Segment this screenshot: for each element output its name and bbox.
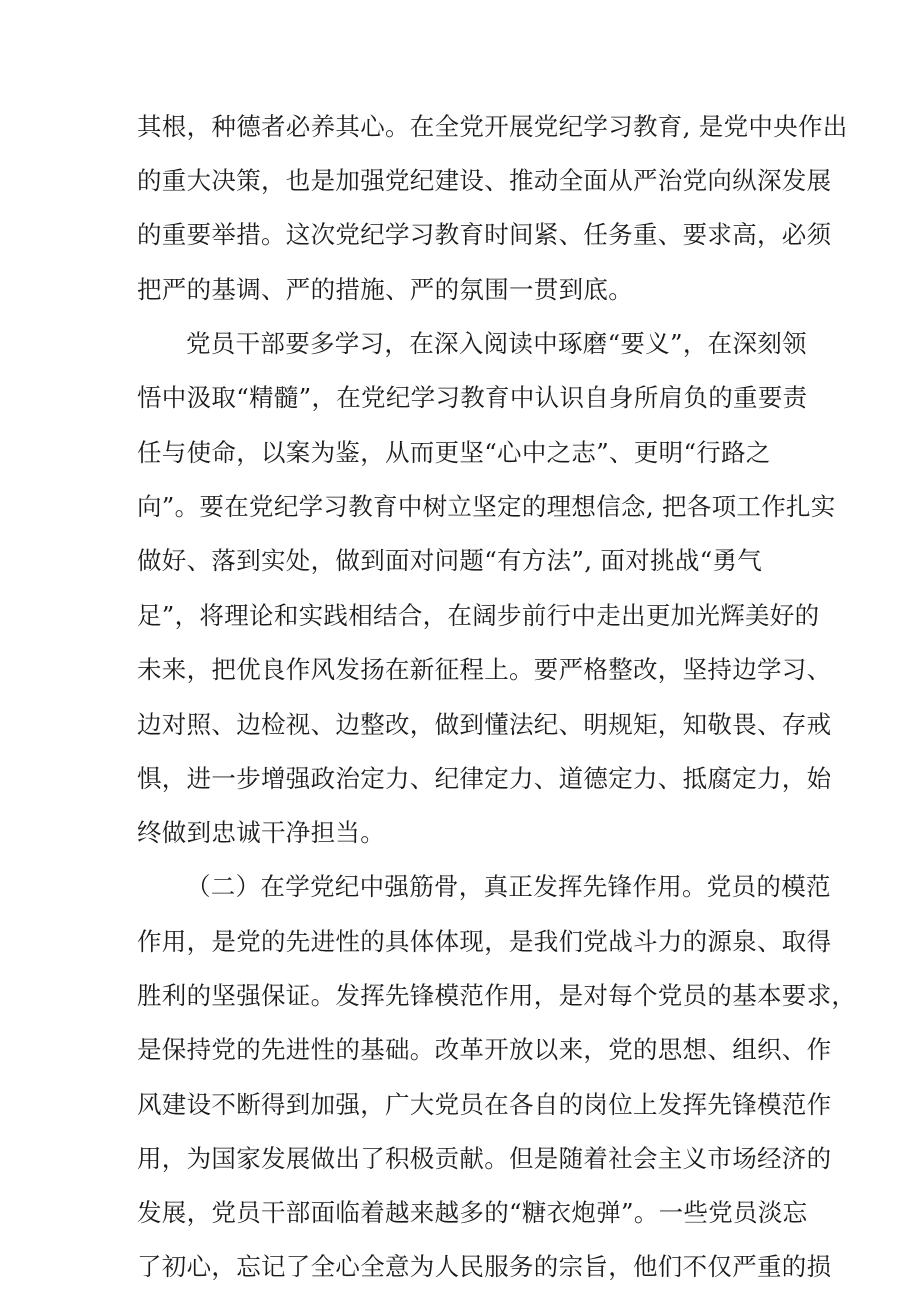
text-line: 足”，将理论和实践相结合，在阔步前行中走出更加光辉美好的 (137, 601, 820, 630)
text-line: 作用，是党的先进性的具体体现，是我们党战斗力的源泉、取得 (137, 927, 832, 956)
text-line: 是保持党的先进性的基础。改革开放以来，党的思想、组织、作 (137, 1035, 832, 1064)
text-line: 用，为国家发展做出了积极贡献。但是随着社会主义市场经济的 (137, 1144, 832, 1173)
paragraph-start-line: 党员干部要多学习，在深入阅读中琢磨“要义”，在深刻领 (186, 329, 807, 358)
text-line: 边对照、边检视、边整改，做到懂法纪、明规矩，知敬畏、存戒 (137, 710, 832, 739)
text-line: 做好、落到实处，做到面对问题“有方法”, 面对挑战“勇气 (137, 546, 763, 575)
text-line: 向”。要在党纪学习教育中树立坚定的理想信念, 把各项工作扎实 (137, 492, 836, 521)
text-line: 终做到忠诚干净担当。 (137, 818, 385, 847)
text-line: 惧，进一步增强政治定力、纪律定力、道德定力、抵腐定力，始 (137, 764, 832, 793)
text-line: 把严的基调、严的措施、严的氛围一贯到底。 (137, 275, 633, 304)
text-line: 悟中汲取“精髓”，在党纪学习教育中认识自身所肩负的重要责 (137, 383, 808, 412)
text-line: 的重要举措。这次党纪学习教育时间紧、任务重、要求高，必须 (137, 220, 832, 249)
text-line: 未来，把优良作风发扬在新征程上。要严格整改，坚持边学习、 (137, 655, 832, 684)
section-heading-line: （二）在学党纪中强筋骨，真正发挥先锋作用。党员的模范 (186, 872, 831, 901)
text-line: 胜利的坚强保证。发挥先锋模范作用，是对每个党员的基本要求， (137, 981, 857, 1010)
text-line: 发展，党员干部面临着越来越多的“糖衣炮弹”。一些党员淡忘 (137, 1198, 808, 1227)
text-line: 其根，种德者必养其心。在全党开展党纪学习教育, 是党中央作出 (137, 112, 848, 141)
text-line: 风建设不断得到加强，广大党员在各自的岗位上发挥先锋模范作 (137, 1090, 832, 1119)
text-line: 的重大决策，也是加强党纪建设、推动全面从严治党向纵深发展 (137, 166, 832, 195)
text-line: 任与使命，以案为鉴，从而更坚“心中之志”、更明“行路之 (137, 438, 771, 467)
text-line: 了初心，忘记了全心全意为人民服务的宗旨，他们不仅严重的损 (137, 1252, 832, 1281)
